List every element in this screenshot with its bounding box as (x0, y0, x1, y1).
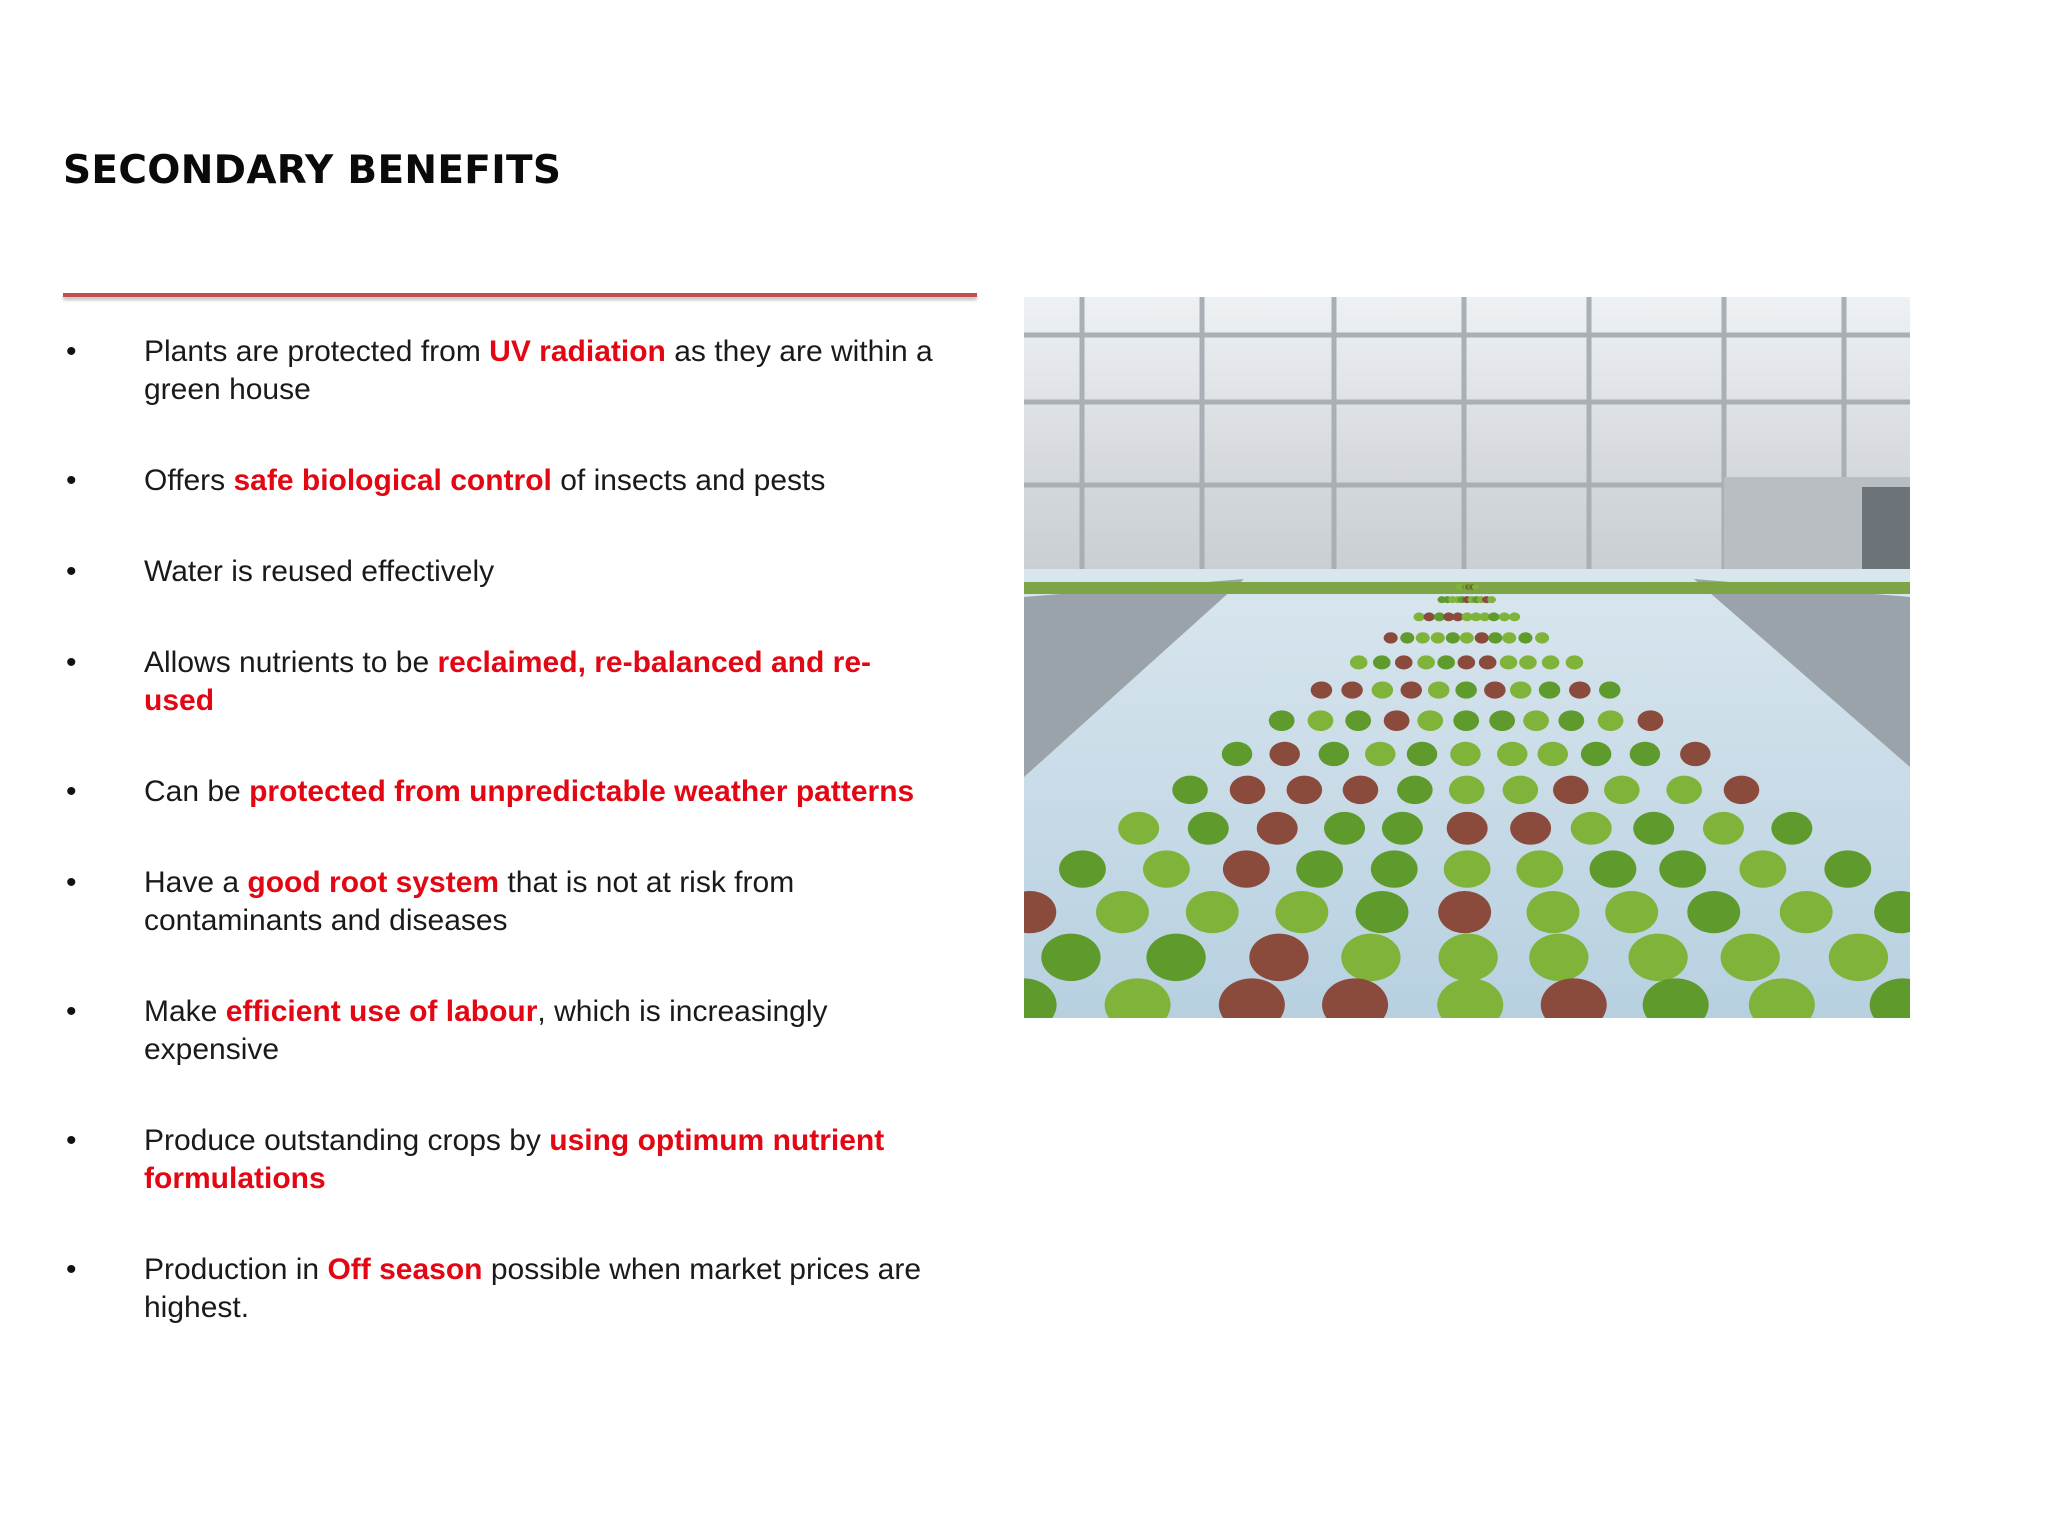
highlight: efficient use of labour (225, 995, 538, 1028)
lettuce-plant (1497, 742, 1528, 766)
lettuce-plant (1444, 850, 1491, 887)
lettuce-plant (1739, 850, 1786, 887)
lettuce-plant (1437, 655, 1455, 669)
lettuce-plant (1373, 655, 1391, 669)
lettuce-plant (1296, 850, 1343, 887)
lettuce-plant (1269, 742, 1300, 766)
lettuce-plant (1345, 710, 1371, 731)
lettuce-plant (1458, 655, 1476, 669)
lettuce-plant (1519, 655, 1537, 669)
bullet-text-9: Production in Off season possible when market prices are highest. (144, 1253, 922, 1324)
lettuce-plant (1118, 812, 1159, 845)
lettuce-plant (1633, 812, 1674, 845)
lettuce-plant (1460, 632, 1474, 643)
bullet-dot: • (66, 646, 77, 679)
bullet-text-5: Can be protected from unpredictable weather patterns (144, 775, 915, 808)
lettuce-plant (1372, 682, 1393, 699)
lettuce-plant (1438, 891, 1491, 933)
lettuce-plant (1605, 891, 1658, 933)
lettuce-plant (1188, 812, 1229, 845)
bullet-dot: • (66, 335, 77, 368)
lettuce-plant (1446, 632, 1460, 643)
lettuce-plant (1417, 655, 1435, 669)
lettuce-plant (1518, 632, 1532, 643)
lettuce-plant (1059, 850, 1106, 887)
lettuce-plant (1041, 934, 1100, 981)
lettuce-plant (1172, 776, 1208, 804)
lettuce-plant (1479, 655, 1497, 669)
lettuce-plant (1523, 710, 1549, 731)
bullet-dot: • (66, 995, 77, 1028)
lettuce-plant (1365, 742, 1396, 766)
lettuce-plant (1249, 934, 1308, 981)
lettuce-plant (1257, 812, 1298, 845)
lettuce-plant (1416, 632, 1430, 643)
lettuce-plant (1350, 655, 1368, 669)
lettuce-plant (1581, 742, 1612, 766)
lettuce-plant (1487, 596, 1496, 603)
lettuce-plant (1414, 612, 1425, 621)
lettuce-plant (1450, 742, 1481, 766)
lettuce-plant (1488, 632, 1502, 643)
lettuce-plant (1395, 655, 1413, 669)
lettuce-plant (1311, 682, 1332, 699)
lettuce-plant (1146, 934, 1205, 981)
lettuce-plant (1096, 891, 1149, 933)
lettuce-plant (1222, 742, 1253, 766)
lettuce-plant (1539, 682, 1560, 699)
lettuce-plant (1824, 850, 1871, 887)
bullet-text-7: Make efficient use of labour, which is increasingly expensive (144, 995, 828, 1066)
highlight: protected from unpredictable weather patterns (249, 775, 915, 808)
lettuce-plant (1659, 850, 1706, 887)
greenhouse-lettuce-photo (1024, 297, 1910, 1018)
lettuce-plant (1319, 742, 1350, 766)
lettuce-plant (1553, 776, 1589, 804)
lettuce-plant (1499, 612, 1510, 621)
lettuce-plant (1449, 776, 1485, 804)
highlight: Off season (327, 1253, 483, 1286)
bullet-text-8: Produce outstanding crops by using optimum nutrient formulations (144, 1124, 885, 1195)
lettuce-plant (1401, 682, 1422, 699)
lettuce-plant (1287, 776, 1323, 804)
lettuce-plant (1829, 934, 1888, 981)
bullet-text-6: Have a good root system that is not at risk from contaminants and diseases (144, 866, 795, 937)
lettuce-plant (1428, 682, 1449, 699)
highlight: safe biological control (233, 464, 552, 497)
lettuce-plant (1516, 850, 1563, 887)
bullet-text-2: Offers safe biological control of insects and pests (144, 464, 826, 497)
lettuce-plant (1484, 682, 1505, 699)
lettuce-plant (1598, 710, 1624, 731)
lettuce-plant (1439, 934, 1498, 981)
lettuce-plant (1424, 612, 1435, 621)
lettuce-plant (1535, 632, 1549, 643)
lettuce-plant (1666, 776, 1702, 804)
lettuce-plant (1384, 632, 1398, 643)
lettuce-plant (1510, 812, 1551, 845)
lettuce-plant (1397, 776, 1433, 804)
lettuce-plant (1324, 812, 1365, 845)
lettuce-plant (1382, 812, 1423, 845)
lettuce-plant (1341, 934, 1400, 981)
lettuce-plant (1453, 710, 1479, 731)
bullet-dot: • (66, 1253, 77, 1286)
lettuce-plant (1431, 632, 1445, 643)
bullet-dot: • (66, 866, 77, 899)
lettuce-plant (1308, 710, 1334, 731)
bullet-text-3: Water is reused effectively (144, 555, 495, 588)
lettuce-plant (1269, 710, 1295, 731)
highlight: good root system (247, 866, 500, 899)
lettuce-plant (1343, 776, 1379, 804)
lettuce-plant (1472, 584, 1479, 590)
lettuce-plant (1417, 710, 1443, 731)
bullet-dot: • (66, 555, 77, 588)
lettuce-plant (1703, 812, 1744, 845)
lettuce-plant (1721, 934, 1780, 981)
lettuce-plant (1223, 850, 1270, 887)
bullet-list (0, 0, 1000, 1400)
lettuce-plant (1341, 682, 1362, 699)
lettuce-plant (1571, 812, 1612, 845)
lettuce-plant (1687, 891, 1740, 933)
lettuce-plant (1455, 682, 1476, 699)
lettuce-plant (1558, 710, 1584, 731)
lettuce-plant (1371, 850, 1418, 887)
lettuce-plant (1724, 776, 1760, 804)
highlight: UV radiation (489, 335, 666, 368)
lettuce-plant (1488, 612, 1499, 621)
bullet-dot: • (66, 775, 77, 808)
lettuce-plant (1356, 891, 1409, 933)
bullet-text-1: Plants are protected from UV radiation as they are within a green house (144, 335, 933, 406)
lettuce-plant (1542, 655, 1560, 669)
slide-title: SECONDARY BENEFITS (63, 148, 562, 193)
lettuce-plant (1780, 891, 1833, 933)
lettuce-plant (1503, 776, 1539, 804)
lettuce-plant (1771, 812, 1812, 845)
lettuce-plant (1447, 812, 1488, 845)
lettuce-plant (1510, 682, 1531, 699)
lettuce-plant (1680, 742, 1711, 766)
lettuce-plant (1628, 934, 1687, 981)
lettuce-plant (1275, 891, 1328, 933)
lettuce-plant (1537, 742, 1568, 766)
lettuce-plant (1604, 776, 1640, 804)
lettuce-plant (1527, 891, 1580, 933)
bullet-text-4: Allows nutrients to be reclaimed, re-balanced and re-used (144, 646, 871, 717)
highlight: reclaimed, re-balanced and re-used (144, 646, 871, 717)
lettuce-plant (1475, 632, 1489, 643)
lettuce-plant (1500, 655, 1518, 669)
lettuce-plant (1569, 682, 1590, 699)
highlight: using optimum nutrient formulations (144, 1124, 885, 1195)
lettuce-plant (1230, 776, 1266, 804)
lettuce-plant (1384, 710, 1410, 731)
lettuce-plant (1599, 682, 1620, 699)
lettuce-plant (1590, 850, 1637, 887)
lettuce-plant (1638, 710, 1664, 731)
lettuce-plant (1407, 742, 1438, 766)
lettuce-plant (1529, 934, 1588, 981)
lettuce-plant (1489, 710, 1515, 731)
lettuce-plant (1143, 850, 1190, 887)
bullet-dot: • (66, 1124, 77, 1157)
lettuce-plant (1502, 632, 1516, 643)
lettuce-plant (1400, 632, 1414, 643)
lettuce-plant (1566, 655, 1584, 669)
lettuce-plant (1509, 612, 1520, 621)
bullet-dot: • (66, 464, 77, 497)
lettuce-plant (1186, 891, 1239, 933)
lettuce-plant (1630, 742, 1661, 766)
